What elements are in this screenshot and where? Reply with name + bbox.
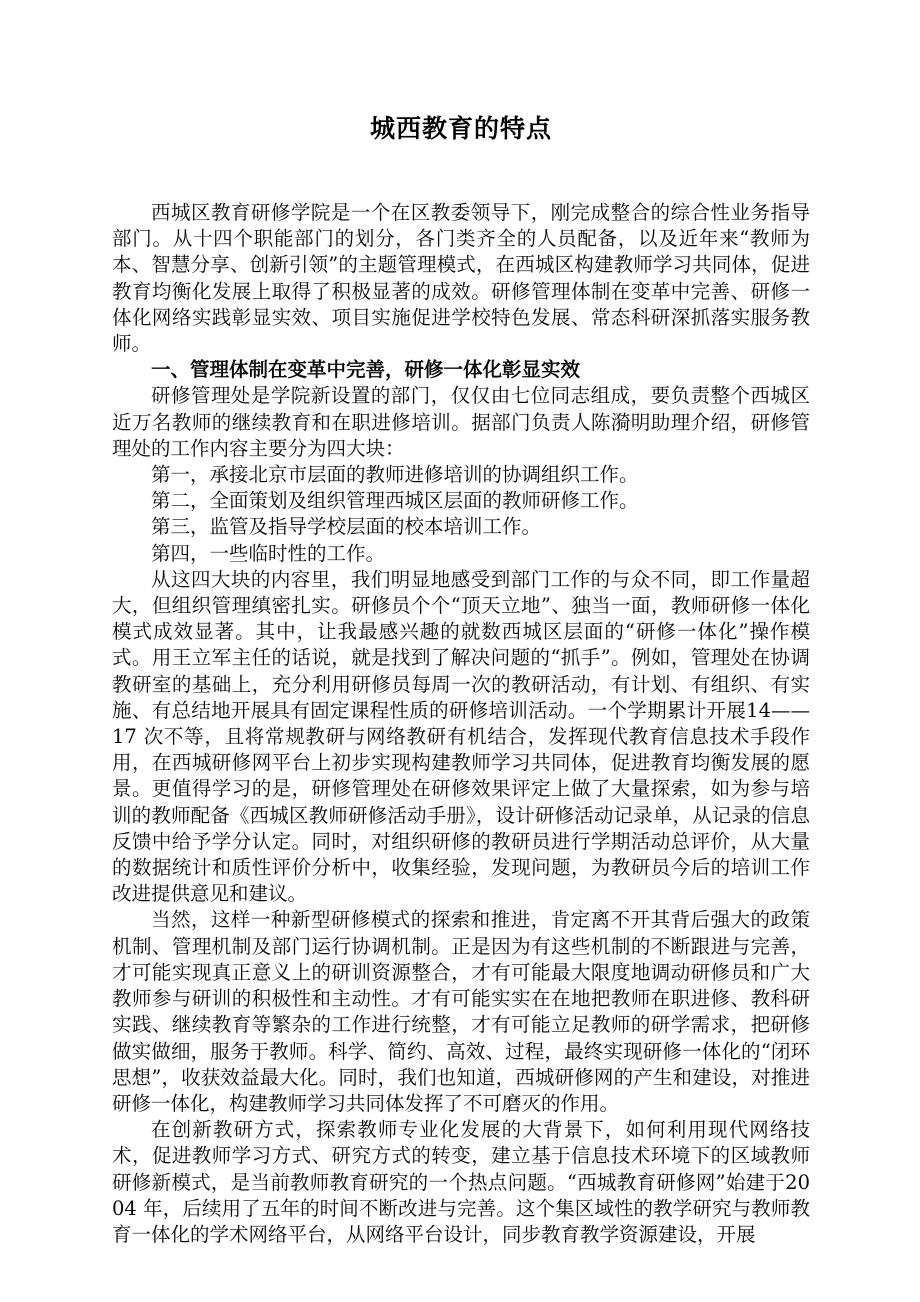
paragraph-section-1-p2: 从这四大块的内容里，我们明显地感受到部门工作的与众不同，即工作量超大，但组织管理缜密扎实。研修员个个“顶天立地”、独当一面，教师研修一体化模式成效显著。其中，让我最感兴趣的就数西城区层面的“研修一体化”操作模式。用王立军主任的话说，就是找到了解决问题的“抓手”。例如，管理处在协调教研室的基础上，充分利用研修员每周一次的教研活动，有计划、有组织、有实施、有总结地开展具有固定课程性质的研修培训活动。一个学期累计开展14——17 次不等，且将常规教研与网络教研有机结合，发挥现代教育信息技术手段作用，在西城研修网平台上初步实现构建教师学习共同体，促进教育均衡发展的愿景。更值得学习的是，研修管理处在研修效果评定上做了大量探索，如为参与培训的教师配备《西城区教师研修活动手册》，设计研修活动记录单，从记录的信息反馈中给予学分认定。同时，对组织研修的教研员进行学期活动总评价，从大量的数据统计和质性评价分析中，收集经验，发现问题，为教研员今后的培训工作改进提供意见和建议。	[112, 567, 810, 906]
list-item-first: 第一，承接北京市层面的教师进修培训的协调组织工作。	[151, 463, 639, 487]
paragraph-intro: 西城区教育研修学院是一个在区教委领导下，刚完成整合的综合性业务指导部门。从十四个职能部门的划分，各门类齐全的人员配备，以及近年来“教师为本、智慧分享、创新引领”的主题管理模式，在西城区构建教师学习共同体，促进教育均衡化发展上取得了积极显著的成效。研修管理体制在变革中完善、研修一体化网络实践彰显实效、项目实施促进学校特色发展、常态科研深抓落实服务教师。	[112, 201, 810, 356]
list-item-fourth: 第四，一些临时性的工作。	[151, 541, 386, 565]
section-heading-1: 一、管理体制在变革中完善，研修一体化彰显实效	[151, 358, 581, 382]
paragraph-section-1-p3: 当然，这样一种新型研修模式的探索和推进，肯定离不开其背后强大的政策机制、管理机制及部门运行协调机制。正是因为有这些机制的不断跟进与完善，才可能实现真正意义上的研训资源整合，才有可能最大限度地调动研修员和广大教师参与研训的积极性和主动性。才有可能实实在在地把教师在职进修、教科研实践、继续教育等繁杂的工作进行统整，才有可能立足教师的研学需求，把研修做实做细，服务于教师。科学、简约、高效、过程，最终实现研修一体化的“闭环思想”，收获效益最大化。同时，我们也知道，西城研修网的产生和建设，对推进研修一体化，构建教师学习共同体发挥了不可磨灭的作用。	[112, 908, 810, 1115]
document-content	[112, 0, 810, 1248]
paragraph-section-1-p4: 在创新教研方式，探索教师专业化发展的大背景下，如何利用现代网络技术，促进教师学习方式、研究方式的转变，建立基于信息技术环境下的区域教师研修新模式，是当前教师教育研究的一个热点问题。“西城教育研修网”始建于2004 年，后续用了五年的时间不断改进与完善。这个集区域性的教学研究与教师教育一体化的学术网络平台，从网络平台设计，同步教育教学资源建设，开展	[112, 1118, 810, 1246]
page-title: 城西教育的特点	[369, 114, 552, 143]
list-item-third: 第三，监管及指导学校层面的校本培训工作。	[151, 515, 542, 539]
paragraph-section-1-p1: 研修管理处是学院新设置的部门，仅仅由七位同志组成，要负责整个西城区近万名教师的继续教育和在职进修培训。据部门负责人陈漪明助理介绍，研修管理处的工作内容主要分为四大块：	[112, 384, 810, 460]
list-item-second: 第二，全面策划及组织管理西城区层面的教师研修工作。	[151, 489, 639, 513]
document-body	[112, 200, 810, 1248]
